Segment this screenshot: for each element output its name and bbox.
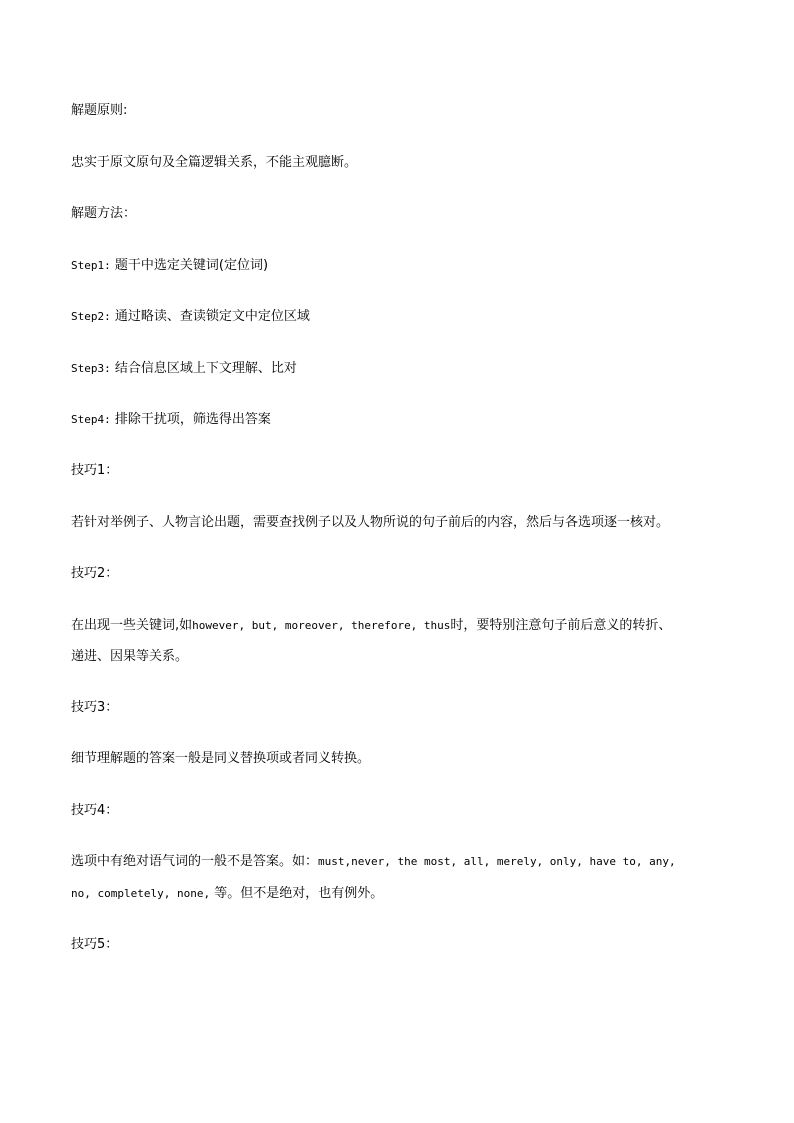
step-label: Step2: [71,310,111,323]
tip-heading: 技巧1： [71,463,119,478]
step-text: 通过略读、查读锁定文中定位区域 [114,309,310,324]
tip-keywords: no, completely, none, [71,887,211,900]
step-text: 题干中选定关键词(定位词) [114,258,269,273]
step-item [71,307,731,327]
tip-heading: 技巧2： [71,566,119,581]
tip-text [71,884,731,904]
step-text: 排除干扰项，筛选得出答案 [114,412,271,427]
tip-text-part: 等。但不是绝对，也有例外。 [210,886,384,901]
step-label: Step3: [71,362,111,375]
tip-heading: 技巧5： [71,937,119,952]
tip-keywords: however, but, moreover, therefore, thus [192,619,451,632]
step-item [71,256,731,276]
principle-heading: 解题原则: [71,103,128,118]
tip-heading: 技巧3： [71,700,119,715]
tip-heading: 技巧4： [71,803,119,818]
step-label: Step1: [71,259,111,272]
principle-text: 忠实于原文原句及全篇逻辑关系，不能主观臆断。 [71,155,358,170]
step-label: Step4: [71,413,111,426]
tip-text: 递进、因果等关系。 [71,649,189,664]
tip-text-part: 选项中有绝对语气词的一般不是答案。如： [71,854,319,869]
tip-text [71,852,731,872]
step-item [71,359,731,379]
tip-text: 若针对举例子、人物言论出题，需要查找例子以及人物所说的句子前后的内容，然后与各选项逐一核对。 [71,515,670,530]
tip-text-part: 在出现一些关键词,如 [71,618,193,633]
tip-text [71,616,731,636]
step-item [71,410,731,430]
method-heading: 解题方法： [71,206,137,221]
tip-keywords: must,never, the most, all, merely, only, have to, any, [318,855,676,868]
step-text: 结合信息区域上下文理解、比对 [114,361,297,376]
tip-text-part: 时，要特别注意句子前后意义的转折、 [450,618,672,633]
tip-text: 细节理解题的答案一般是同义替换项或者同义转换。 [71,751,371,766]
